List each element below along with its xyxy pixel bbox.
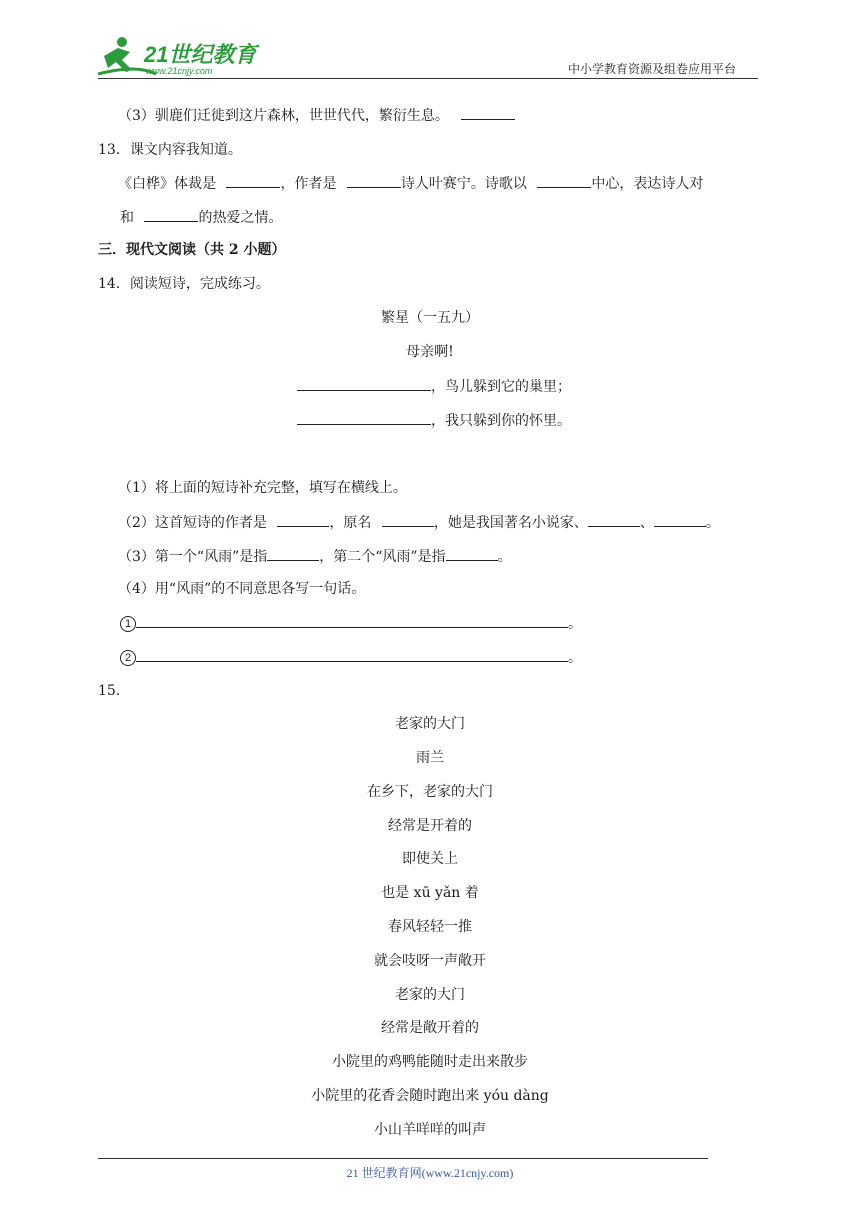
answer-blank[interactable] [297,376,431,391]
q14-sub3: （3）第一个“风雨”是指 ，第二个“风雨”是指 。 [118,546,512,567]
poem2-line: 经常是开着的 [388,818,472,834]
circled-number: 2 [120,650,136,666]
q14-sub4: （4）用“风雨”的不同意思各写一句话。 [118,581,366,597]
poem2-line: 雨兰 [416,750,444,766]
q14-title: 14．阅读短诗，完成练习。 [98,276,270,292]
poem-line: 母亲啊! [406,344,454,360]
q13-line1: 《白桦》体裁是 ，作者是 诗人叶赛宁。诗歌以 中心，表达诗人对 [118,173,703,194]
answer-blank[interactable] [226,173,280,188]
poem2-line: 小山羊咩咩的叫声 [374,1122,486,1138]
answer-blank[interactable] [136,613,568,628]
poem2-line: 小院里的鸡鸭能随时走出来散步 [332,1054,528,1070]
section-heading: 三．现代文阅读（共 2 小题） [98,242,286,258]
answer-blank[interactable] [588,512,640,527]
q14-sub2: （2）这首短诗的作者是 ，原名 ，她是我国著名小说家、 、 。 [118,512,720,533]
poem2-line: 春风轻轻一推 [388,919,472,935]
answer-blank[interactable] [446,546,498,561]
poem2-line: 在乡下，老家的大门 [367,784,493,800]
answer-blank[interactable] [461,105,515,120]
logo-url: www.21cnjy.com [146,66,213,76]
q12-sub3: （3）驯鹿们迁徙到这片森林，世世代代，繁衍生息。 [118,105,515,126]
answer-blank[interactable] [144,207,198,222]
poem2-line: 也是 xū yǎn 着 [381,885,479,901]
answer-blank[interactable] [267,546,319,561]
q13-line2: 和 的热爱之情。 [120,207,282,228]
poem2-line: 即使关上 [402,851,458,867]
q14-answer-line-1: 1 。 [120,613,582,634]
q14-sub1: （1）将上面的短诗补充完整，填写在横线上。 [118,480,407,496]
poem-title: 繁星（一五九） [381,310,479,326]
site-label: 中小学教育资源及组卷应用平台 [568,62,737,76]
poem2-line: 老家的大门 [395,716,465,732]
site-logo [96,34,266,82]
poem-line-fill: ，我只躲到你的怀里。 [297,410,571,431]
answer-blank[interactable] [382,512,434,527]
answer-blank[interactable] [537,173,591,188]
poem2-line: 就会吱呀一声敞开 [374,953,486,969]
header-divider [98,78,758,79]
q14-answer-line-2: 2 。 [120,647,582,668]
answer-blank[interactable] [347,173,401,188]
q15-number: 15． [98,683,130,699]
logo-text: 21世纪教育 [144,42,257,67]
runner-logo-icon [96,34,266,78]
poem2-line: 小院里的花香会随时跑出来 yóu dàng [311,1088,549,1104]
footer-link[interactable]: 21 世纪教育网(www.21cnjy.com) [346,1166,514,1180]
poem2-line: 经常是敞开着的 [381,1020,479,1036]
answer-blank[interactable] [654,512,706,527]
answer-blank[interactable] [136,647,568,662]
q13-title: 13．课文内容我知道。 [98,142,242,158]
footer-divider [98,1158,708,1159]
poem2-line: 老家的大门 [395,987,465,1003]
answer-blank[interactable] [297,410,431,425]
answer-blank[interactable] [277,512,329,527]
circled-number: 1 [120,616,136,632]
poem-line-fill: ，鸟儿躲到它的巢里； [297,376,571,397]
